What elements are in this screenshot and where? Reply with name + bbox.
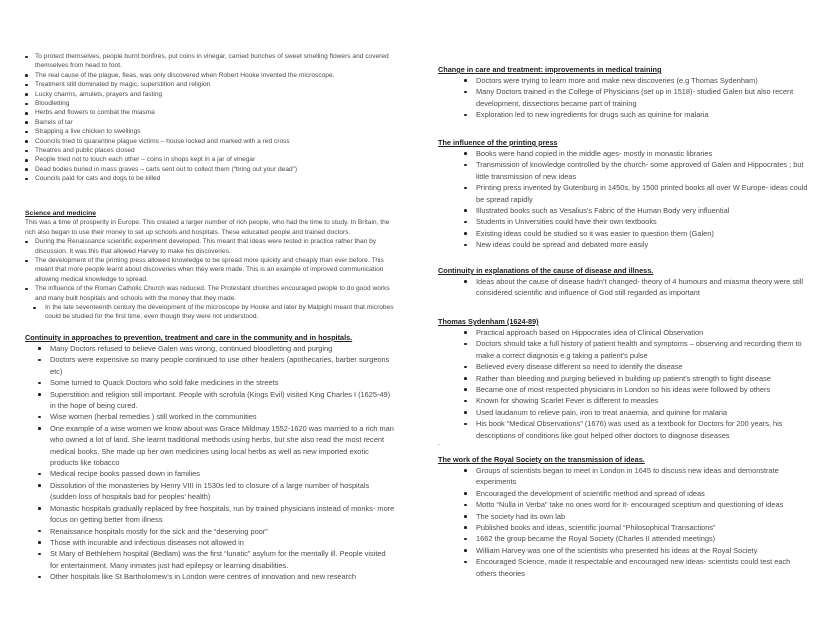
training-list (464, 75, 808, 121)
list-item: During the Renaissance scientific experiment developed. This meant that ideas were tested in practice rather than by discussion. It was this that allowed Harvey to make his discoveries. (22, 237, 400, 256)
plague-section (22, 52, 400, 184)
list-item: Some turned to Quack Doctors who sold fake medicines in the streets (38, 377, 395, 388)
list-item: Barrels of tar (22, 118, 400, 127)
list-item: Monastic hospitals gradually replaced by free hospitals, run by trained physicians instead of monks- more focus on getting better from illness (38, 503, 395, 526)
royal-society-section (438, 454, 808, 579)
list-item: Students in Universities could have their own textbooks (464, 216, 808, 227)
list-item: Known for showing Scarlet Fever is different to measles (464, 395, 808, 406)
list-item: Councils paid for cats and dogs to be killed (22, 174, 400, 183)
list-item: Believed every disease different so need to identify the disease (464, 361, 808, 372)
continuity-heading: Continuity in approaches to prevention, treatment and care in the community and in hospitals. (25, 333, 353, 342)
list-item: Dissolution of the monasteries by Henry VIII in 1530s led to closure of a large number of hospitals (sudden loss of hospitals bad for peoples’ health) (38, 480, 395, 503)
continuity-list (38, 343, 395, 583)
list-item: Became one of most respected physicians in London so his ideas were followed by others (464, 384, 808, 395)
list-item: Dead bodies buried in mass graves – carts sent out to collect them (“bring out your dead”) (22, 165, 400, 174)
science-intro: This was a time of prosperity in Europe. This created a larger number of rich people, who had the time to study. In Britain, the rich also began to use their money to set up schools and hospitals. These educated people and trained doctors. (25, 219, 390, 236)
list-item: New ideas could be spread and debated more easily (464, 239, 808, 250)
royal-society-heading: The work of the Royal Society on the transmission of ideas. (438, 455, 645, 464)
printing-list (464, 148, 808, 251)
list-item: Practical approach based on Hippocrates idea of Clinical Observation (464, 327, 808, 338)
list-item: Medical recipe books passed down in families (38, 468, 395, 479)
list-item: Illustrated books such as Vesalius’s Fabric of the Human Body very influential (464, 205, 808, 216)
printing-heading: The influence of the printing press (438, 138, 558, 147)
explanations-section (438, 265, 808, 299)
continuity-section (25, 332, 395, 583)
plague-list (22, 52, 400, 184)
royal-society-list (464, 465, 808, 579)
list-item: Superstition and religion still important. People with scrofula (Kings Evil) visited King Charles I (1625-49) in the hope of being cured. (38, 389, 395, 412)
list-item: His book “Medical Observations” (1676) was used as a textbook for Doctors for 200 years, his descriptions of conditions like gout helped other doctors to diagnose diseases (464, 418, 808, 441)
list-item: Lucky charms, amulets, prayers and fasting (22, 90, 400, 99)
printing-section (438, 137, 808, 251)
list-item: Theatres and public places closed (22, 146, 400, 155)
list-item: Councils tried to quarantine plague victims – house locked and marked with a red cross (22, 137, 400, 146)
list-item: Books were hand copied in the middle ages- mostly in monastic libraries (464, 148, 808, 159)
list-item: The society had its own lab (464, 511, 808, 522)
list-item: Printing press invented by Gutenburg in 1450s, by 1500 printed books all over W Europe- ideas could be spread rapidly (464, 182, 808, 205)
list-item: The development of the printing press allowed knowledge to be spread more quickly and cheaply than ever before. This meant that more people learnt about discoveries when they were made. This is an example of improved communication allowing medical knowledge to spread. (22, 256, 400, 284)
list-item: Other hospitals like St Bartholomew’s in London were centres of innovation and new research (38, 571, 395, 582)
list-item: One example of a wise women we know about was Grace Mildmay 1552-1620 was married to a rich man who owned a lot of land. She learnt traditional methods using herbs, but she also read the most recent medical books. She made up her own medicines using local herbs as well as new imported exotic products like tobacco (38, 423, 395, 469)
sydenham-section (438, 316, 808, 441)
science-section (25, 209, 400, 322)
list-item: Treatment still dominated by magic, superstition and religion (22, 80, 400, 89)
list-item: William Harvey was one of the scientists who presented his ideas at the Royal Society (464, 545, 808, 556)
list-item: Renaissance hospitals mostly for the sick and the “deserving poor” (38, 526, 395, 537)
list-item: Exploration led to new ingredients for drugs such as quinine for malaria (464, 109, 808, 120)
science-sublist (22, 303, 400, 322)
list-item: Encouraged the development of scientific method and spread of ideas (464, 488, 808, 499)
explanations-list (464, 276, 808, 299)
list-item: Many Doctors trained in the College of Physicians (set up in 1518)- studied Galen but also recent development, dissections became part of training (464, 86, 808, 109)
list-item: 1662 the group became the Royal Society (Charles II attended meetings) (464, 533, 808, 544)
science-heading: Science and medicine (25, 210, 97, 217)
list-item: Used laudanum to relieve pain, iron to treat anaemia, and quinine for malaria (464, 407, 808, 418)
list-item: Ideas about the cause of disease hadn’t changed- theory of 4 humours and miasma theory were still considered scientific and influence of God still regarded as important (464, 276, 808, 299)
list-item: Encouraged Science, made it respectable and encouraged new ideas- scientists could test each others theories (464, 556, 808, 579)
list-item: St Mary of Bethlehem hospital (Bedlam) was the first “lunatic” asylum for the mentally ill. People visited for entertainment. Many inmates just had epilepsy or learning disabilities. (38, 548, 395, 571)
sydenham-heading: Thomas Sydenham (1624-89) (438, 317, 539, 326)
list-item: The real cause of the plague, fleas, was only discovered when Robert Hooke invented the microscope. (22, 71, 400, 80)
training-section (438, 64, 808, 121)
list-item: People tried not to touch each other – coins in shops kept in a jar of vinegar (22, 155, 400, 164)
list-item: Doctors were trying to learn more and make new discoveries (e.g Thomas Sydenham) (464, 75, 808, 86)
list-item: Wise women (herbal remedies ) still worked in the communities (38, 411, 395, 422)
training-heading: Change in care and treatment: improvements in medical training (438, 65, 662, 74)
list-item: Rather than bleeding and purging believed in building up patient’s strength to fight disease (464, 373, 808, 384)
list-item: Doctors should take a full history of patient health and symptoms – observing and recording them to make a correct diagnosis e.g taking a patient’s pulse (464, 338, 808, 361)
explanations-heading: Continuity in explanations of the cause of disease and illness. (438, 266, 654, 275)
list-item: To protect themselves, people burnt bonfires, put coins in vinegar, carried bunches of sweet smelling flowers and covered themselves from head to foot. (22, 52, 400, 71)
list-item: The influence of the Roman Catholic Church was reduced. The Protestant churches encouraged people to do good works and many built hospitals and schools with the money that they made. (22, 284, 400, 303)
list-item: Doctors were expensive so many people continued to use other healers (apothecaries, barber surgeons etc) (38, 354, 395, 377)
list-item: Herbs and flowers to combat the miasma (22, 108, 400, 117)
stray-dot: . (438, 440, 440, 447)
list-item: Published books and ideas, scientific journal “Philosophical Transactions” (464, 522, 808, 533)
list-item: Strapping a live chicken to swellings (22, 127, 400, 136)
list-item: Existing ideas could be studied so it was easier to question them (Galen) (464, 228, 808, 239)
list-item: Many Doctors refused to believe Galen was wrong, continued bloodletting and purging (38, 343, 395, 354)
list-item: Bloodletting (22, 99, 400, 108)
science-list (22, 237, 400, 303)
sydenham-list (464, 327, 808, 441)
list-item: Transmission of knowledge controlled by the church- some approved of Galen and Hippocrates ; but little transmission of new ideas (464, 159, 808, 182)
list-item: Motto “Nulla in Verba” take no ones word for it- encouraged sceptism and questioning of ideas (464, 499, 808, 510)
list-item: Groups of scientists began to meet in London in 1645 to discuss new ideas and demonstrate experiments (464, 465, 808, 488)
list-item: Those with incurable and infectious diseases not allowed in (38, 537, 395, 548)
list-item: In the late seventeenth century the development of the microscope by Hooke and later by Malpighi meant that microbes could be studied for the first time, even though they were not understood. (22, 303, 400, 322)
